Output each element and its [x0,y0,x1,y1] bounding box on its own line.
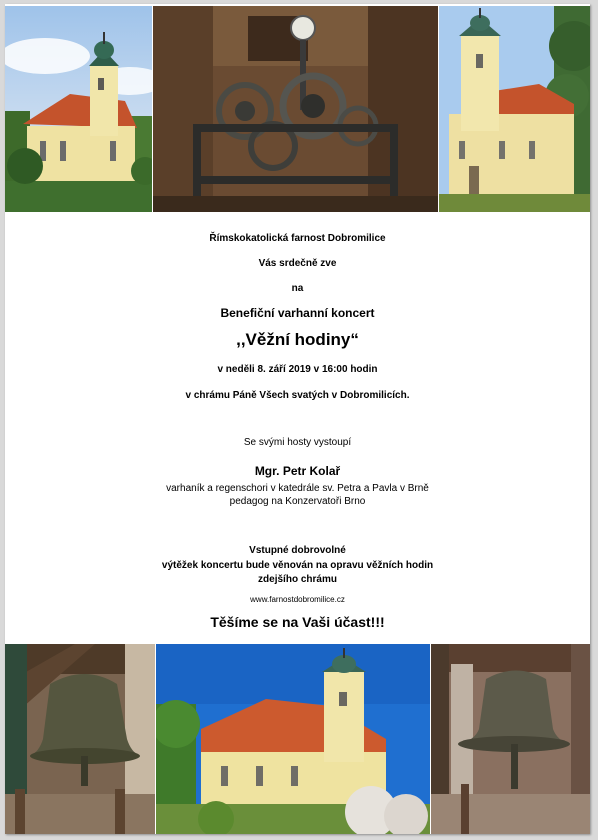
guests-intro: Se svými hosty vystoupí [243,437,352,448]
closing-line: Těšíme se na Vaši účast!!! [210,614,385,630]
performer-role-line-2: pedagog na Konzervatoři Brno [229,496,366,507]
connector-word: na [291,283,304,294]
admission-note: Vstupné dobrovolné [249,545,346,556]
website-link[interactable]: www.farnostdobromilice.cz [250,595,345,604]
invitation-line: Vás srdečně zve [258,258,337,269]
proceeds-line-2: zdejšího chrámu [258,574,337,585]
performer-role-line-1: varhaník a regenschori v katedrále sv. Petra a Pavla v Brně [166,483,429,494]
event-date: v neděli 8. září 2019 v 16:00 hodin [217,364,378,375]
bell-photo-left [5,644,155,834]
event-type: Benefiční varhanní koncert [220,306,375,320]
poster-page [5,4,590,834]
bell-photo-right [431,644,590,834]
church-photo-bottom [156,644,430,834]
clock-mechanism-photo [153,6,438,212]
parish-name: Římskokatolická farnost Dobromilice [209,233,386,244]
concert-title: ,,Věžní hodiny“ [236,330,359,349]
event-place: v chrámu Páně Všech svatých v Dobromilicích. [185,390,410,401]
church-photo-top-right [439,6,590,212]
church-photo-top-left [5,6,152,212]
performer-name: Mgr. Petr Kolař [254,464,341,478]
proceeds-line-1: výtěžek koncertu bude věnován na opravu věžních hodin [161,560,434,571]
